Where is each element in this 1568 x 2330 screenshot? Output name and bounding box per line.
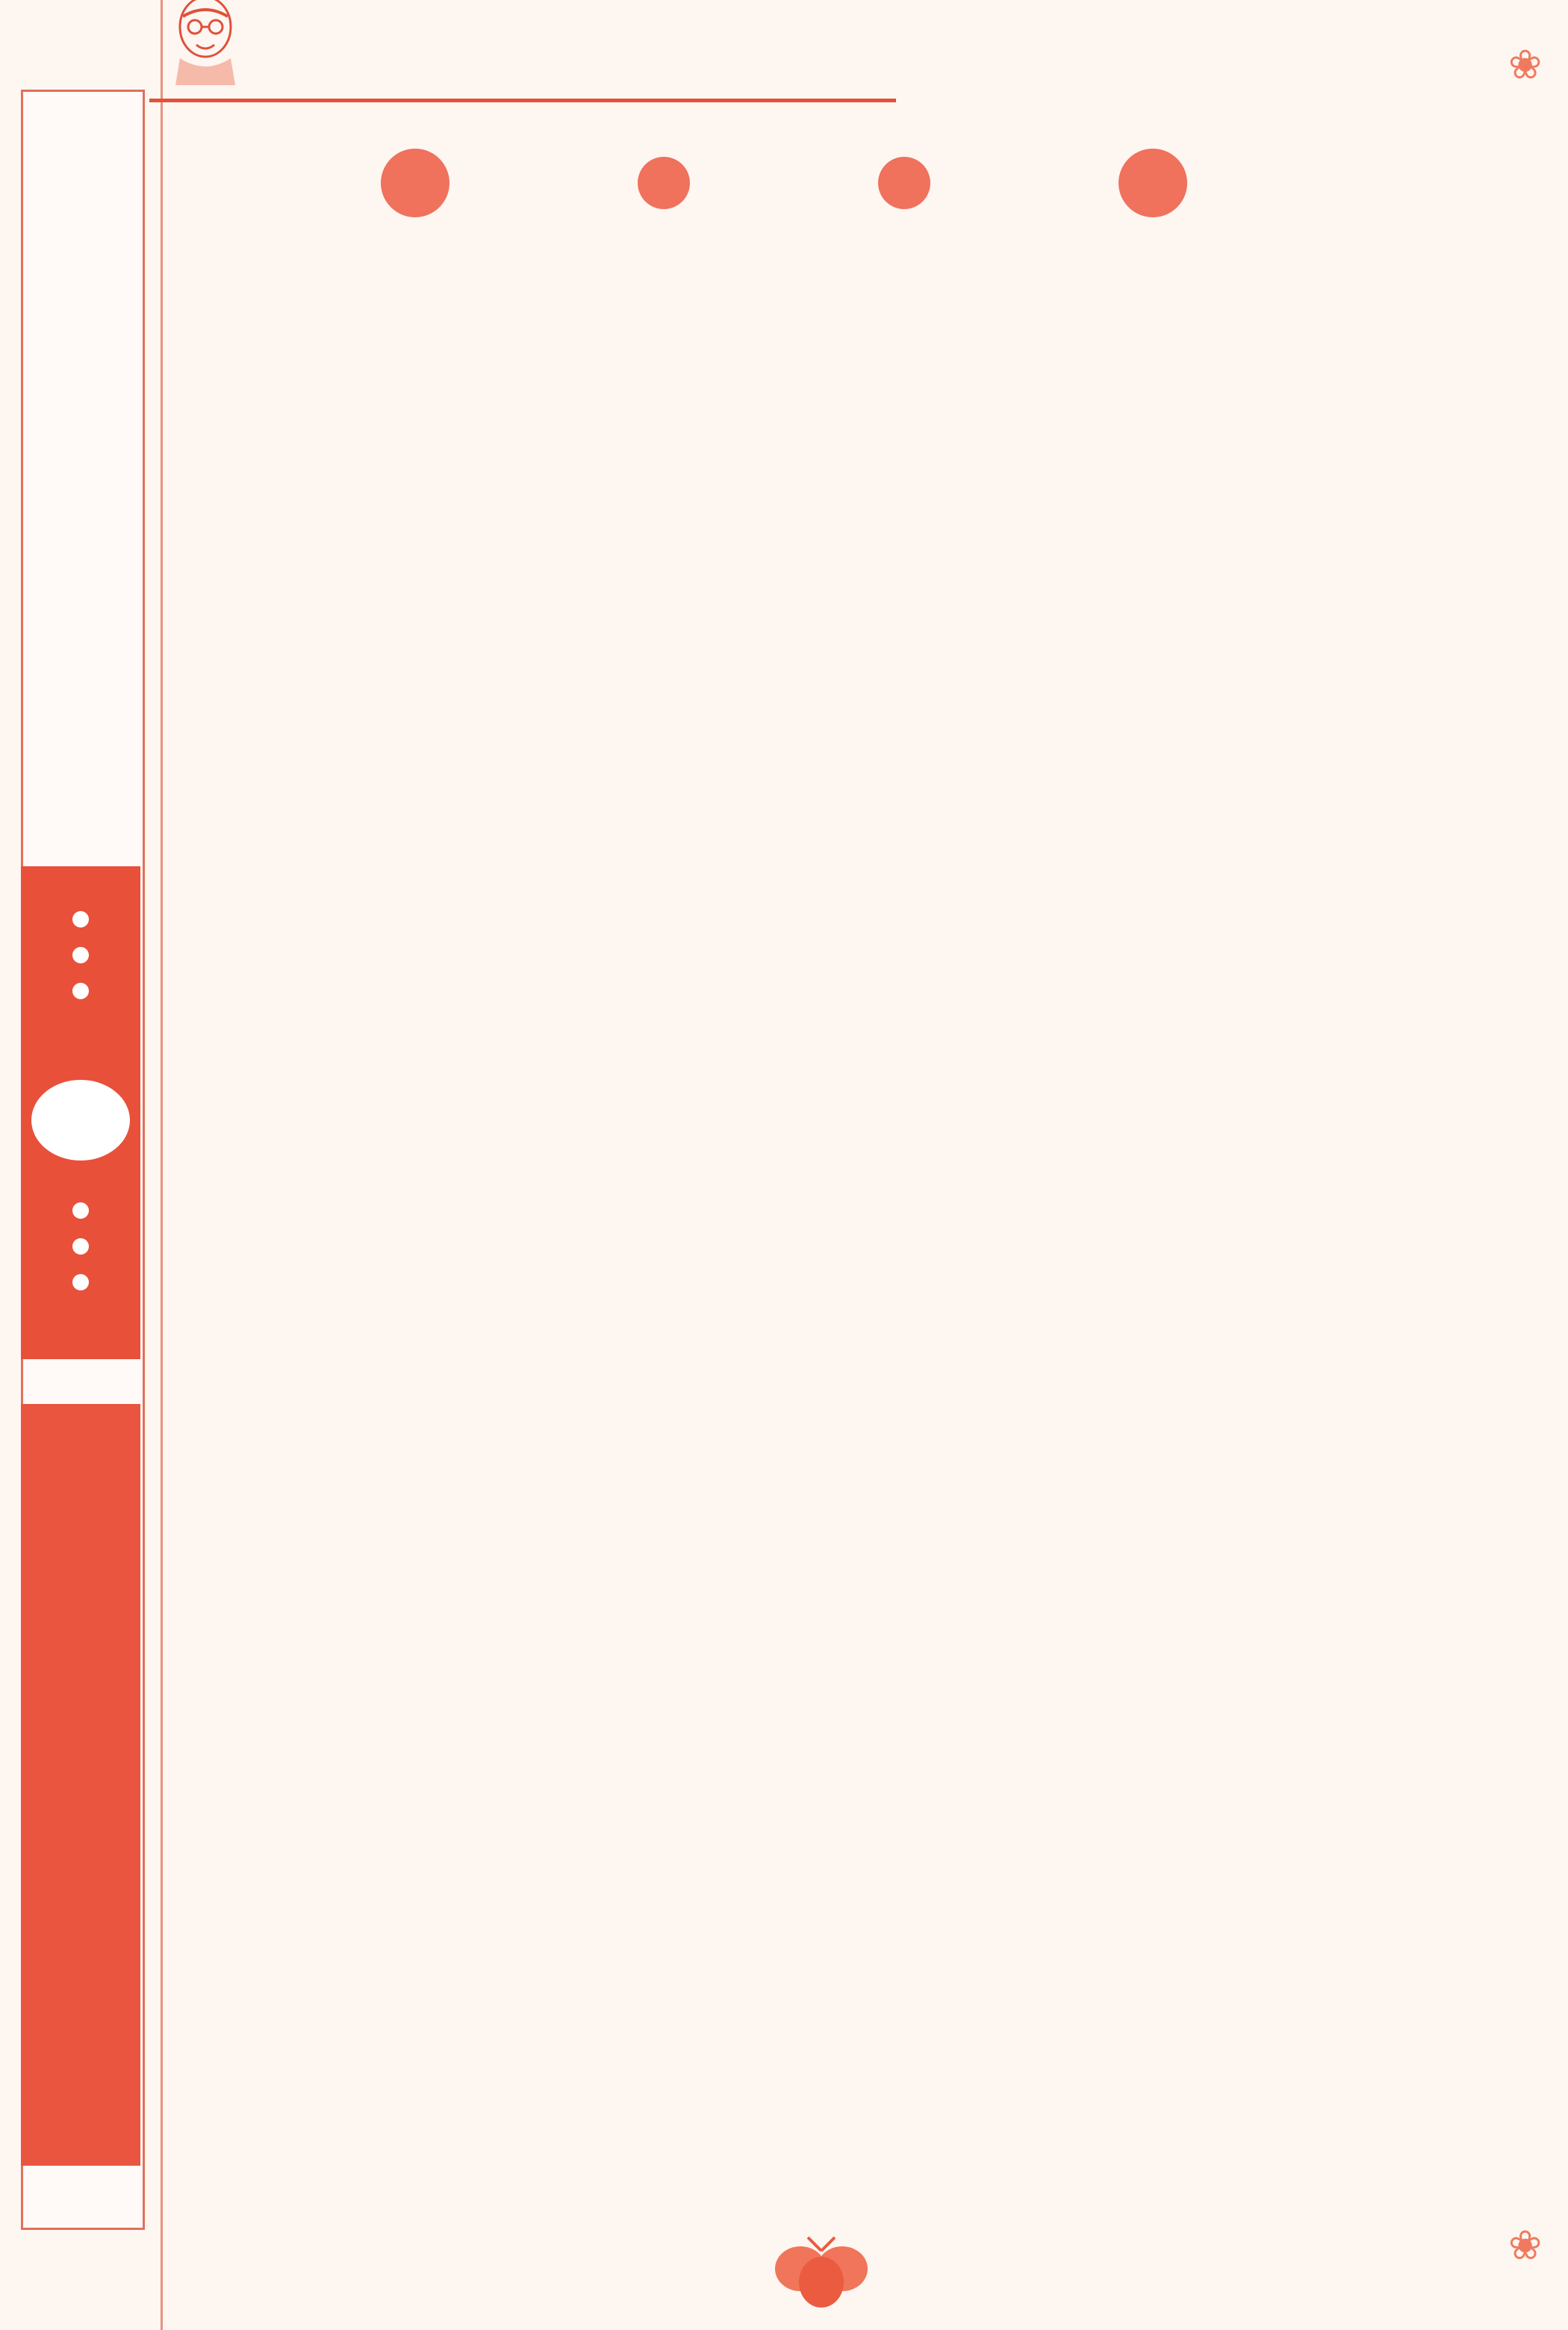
decor-blob — [638, 157, 690, 209]
dot — [72, 983, 89, 999]
mark-ix-emblem — [31, 1080, 130, 1161]
masthead-rule — [149, 99, 896, 102]
dot — [72, 1274, 89, 1290]
spine-footer-label — [21, 2211, 140, 2278]
mascot-face-icon — [161, 0, 295, 85]
dot — [72, 947, 89, 963]
spine-mid-panel — [21, 866, 140, 1359]
dot-group-top — [72, 911, 89, 999]
dot — [72, 1202, 89, 1219]
left-spine — [0, 0, 163, 2330]
dot — [72, 911, 89, 928]
decor-blob — [878, 157, 930, 209]
decor-blob — [1119, 149, 1187, 217]
verse-column-left — [187, 284, 814, 339]
footer-butterfly-icon — [762, 2233, 881, 2315]
butterfly-icon: ❀ — [1508, 2222, 1543, 2269]
dot — [72, 1238, 89, 1255]
decor-blob — [381, 149, 449, 217]
masthead-rule-secondary — [859, 99, 889, 102]
dot-group-bottom — [72, 1202, 89, 1290]
title-decoration-row — [224, 134, 1344, 232]
edition-badge — [0, 0, 89, 92]
spine-vertical-title — [21, 1404, 140, 2166]
verse-column-right — [859, 284, 1486, 339]
masthead — [314, 22, 881, 105]
butterfly-icon: ❀ — [1508, 41, 1543, 88]
verse-columns — [187, 284, 1486, 339]
